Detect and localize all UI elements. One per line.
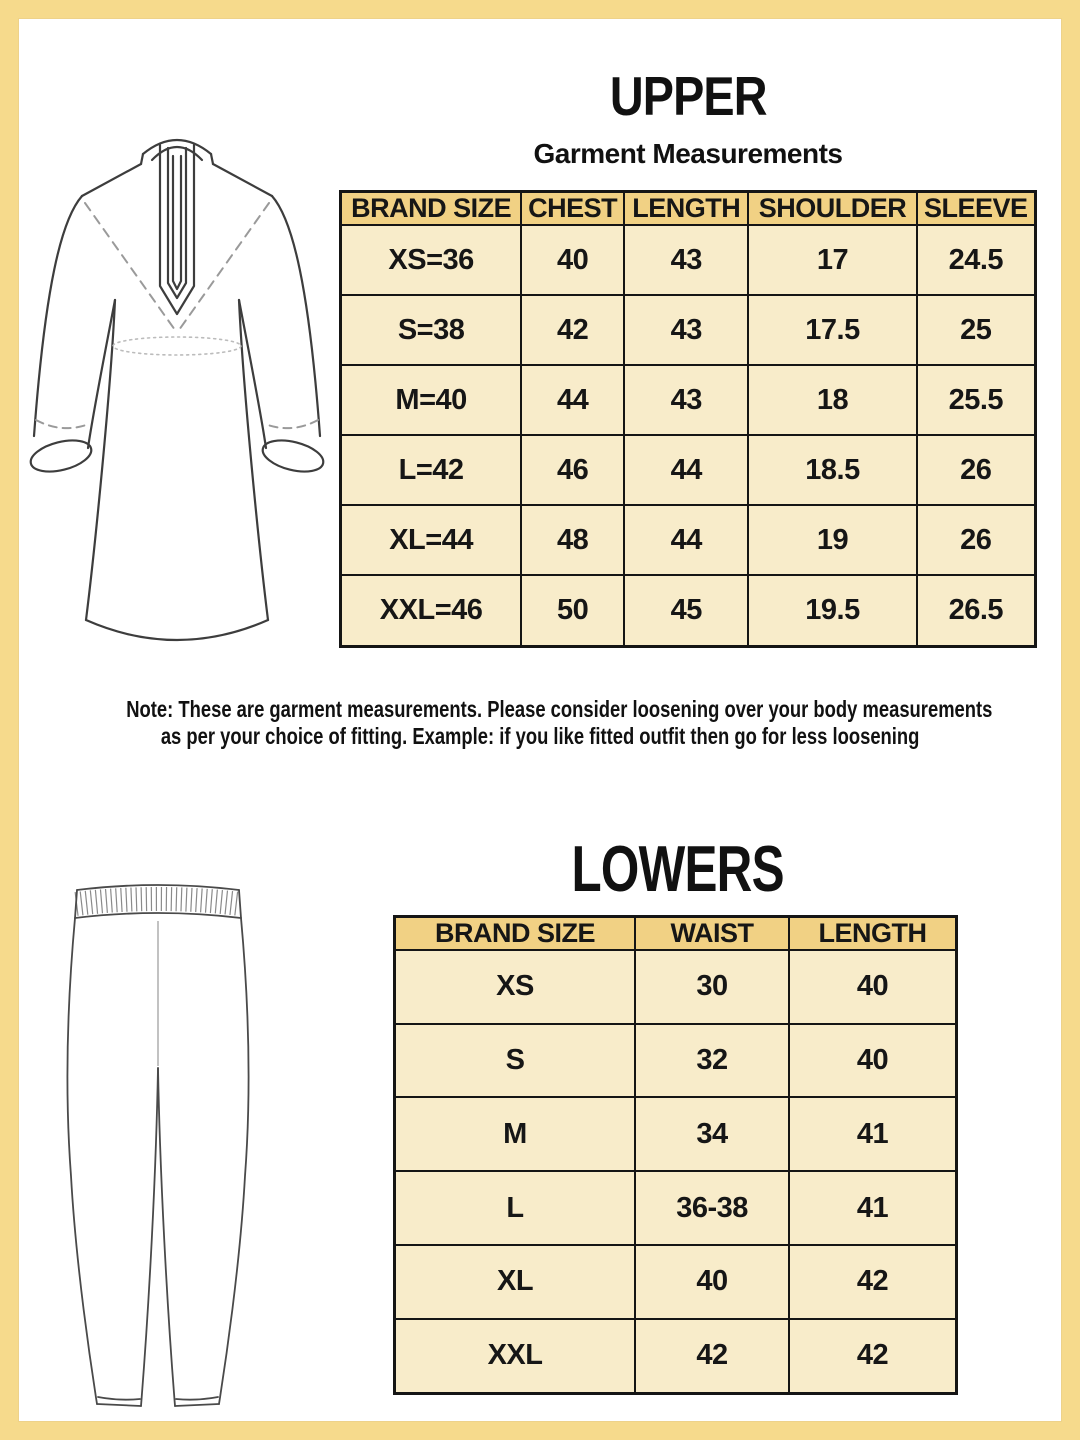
measurement-cell: 44 bbox=[624, 435, 748, 505]
size-row bbox=[395, 1024, 957, 1098]
measurement-cell: 17 bbox=[748, 225, 916, 295]
size-row bbox=[341, 435, 1036, 505]
measurement-cell: 26 bbox=[917, 435, 1036, 505]
measurement-note bbox=[18, 696, 1062, 750]
brand-size-cell: XS bbox=[395, 950, 636, 1024]
lowers-size-table-wrap bbox=[393, 915, 958, 1395]
measurement-cell: 34 bbox=[635, 1097, 789, 1171]
upper-title: UPPER bbox=[609, 65, 767, 127]
measurement-cell: 25.5 bbox=[917, 365, 1036, 435]
measurement-cell: 42 bbox=[521, 295, 624, 365]
column-header: LENGTH bbox=[789, 917, 956, 951]
leggings-line-art-icon bbox=[63, 876, 253, 1422]
measurement-cell: 26 bbox=[917, 505, 1036, 575]
measurement-cell: 25 bbox=[917, 295, 1036, 365]
header-row bbox=[395, 917, 957, 951]
measurement-cell: 42 bbox=[635, 1319, 789, 1394]
measurement-cell: 46 bbox=[521, 435, 624, 505]
lowers-section-heading bbox=[218, 833, 1080, 905]
brand-size-cell: XL bbox=[395, 1245, 636, 1319]
measurement-cell: 30 bbox=[635, 950, 789, 1024]
note-line-1: Note: These are garment measurements. Please consider loosening over your body measurements bbox=[126, 696, 993, 722]
note-line-2: as per your choice of fitting. Example: if you like fitted outfit then go for less loosening bbox=[160, 723, 920, 749]
brand-size-cell: XL=44 bbox=[341, 505, 522, 575]
upper-size-table-wrap bbox=[339, 190, 1037, 648]
column-header: WAIST bbox=[635, 917, 789, 951]
measurement-cell: 50 bbox=[521, 575, 624, 646]
column-header: BRAND SIZE bbox=[395, 917, 636, 951]
measurement-cell: 40 bbox=[789, 1024, 956, 1098]
measurement-cell: 19.5 bbox=[748, 575, 916, 646]
measurement-cell: 24.5 bbox=[917, 225, 1036, 295]
column-header: BRAND SIZE bbox=[341, 192, 522, 226]
size-row bbox=[395, 1245, 957, 1319]
measurement-cell: 48 bbox=[521, 505, 624, 575]
brand-size-cell: S=38 bbox=[341, 295, 522, 365]
measurement-cell: 40 bbox=[521, 225, 624, 295]
measurement-cell: 42 bbox=[789, 1319, 956, 1394]
measurement-cell: 18 bbox=[748, 365, 916, 435]
measurement-cell: 43 bbox=[624, 295, 748, 365]
column-header: CHEST bbox=[521, 192, 624, 226]
brand-size-cell: XS=36 bbox=[341, 225, 522, 295]
column-header: LENGTH bbox=[624, 192, 748, 226]
brand-size-cell: XXL=46 bbox=[341, 575, 522, 646]
measurement-cell: 17.5 bbox=[748, 295, 916, 365]
measurement-cell: 18.5 bbox=[748, 435, 916, 505]
measurement-cell: 44 bbox=[624, 505, 748, 575]
measurement-cell: 41 bbox=[789, 1171, 956, 1245]
measurement-cell: 36-38 bbox=[635, 1171, 789, 1245]
brand-size-cell: M bbox=[395, 1097, 636, 1171]
brand-size-cell: L bbox=[395, 1171, 636, 1245]
size-row bbox=[395, 1097, 957, 1171]
kurta-illustration bbox=[25, 118, 330, 653]
upper-section-heading bbox=[339, 66, 1037, 170]
measurement-cell: 40 bbox=[635, 1245, 789, 1319]
size-row bbox=[341, 365, 1036, 435]
lowers-size-table bbox=[393, 915, 958, 1395]
brand-size-cell: L=42 bbox=[341, 435, 522, 505]
measurement-cell: 44 bbox=[521, 365, 624, 435]
lowers-title: LOWERS bbox=[571, 832, 785, 905]
size-row bbox=[341, 575, 1036, 646]
measurement-cell: 42 bbox=[789, 1245, 956, 1319]
measurement-cell: 41 bbox=[789, 1097, 956, 1171]
brand-size-cell: S bbox=[395, 1024, 636, 1098]
measurement-cell: 19 bbox=[748, 505, 916, 575]
measurement-cell: 43 bbox=[624, 225, 748, 295]
size-row bbox=[395, 1171, 957, 1245]
size-row bbox=[341, 505, 1036, 575]
brand-size-cell: M=40 bbox=[341, 365, 522, 435]
measurement-cell: 40 bbox=[789, 950, 956, 1024]
column-header: SLEEVE bbox=[917, 192, 1036, 226]
measurement-cell: 32 bbox=[635, 1024, 789, 1098]
leggings-illustration bbox=[63, 876, 253, 1422]
size-row bbox=[341, 225, 1036, 295]
size-row bbox=[395, 950, 957, 1024]
kurta-line-art-icon bbox=[25, 118, 330, 653]
upper-size-table bbox=[339, 190, 1037, 648]
column-header: SHOULDER bbox=[748, 192, 916, 226]
size-row bbox=[395, 1319, 957, 1394]
brand-size-cell: XXL bbox=[395, 1319, 636, 1394]
header-row bbox=[341, 192, 1036, 226]
measurement-cell: 43 bbox=[624, 365, 748, 435]
measurement-cell: 45 bbox=[624, 575, 748, 646]
measurement-cell: 26.5 bbox=[917, 575, 1036, 646]
upper-subtitle: Garment Measurements bbox=[533, 138, 843, 169]
size-row bbox=[341, 295, 1036, 365]
